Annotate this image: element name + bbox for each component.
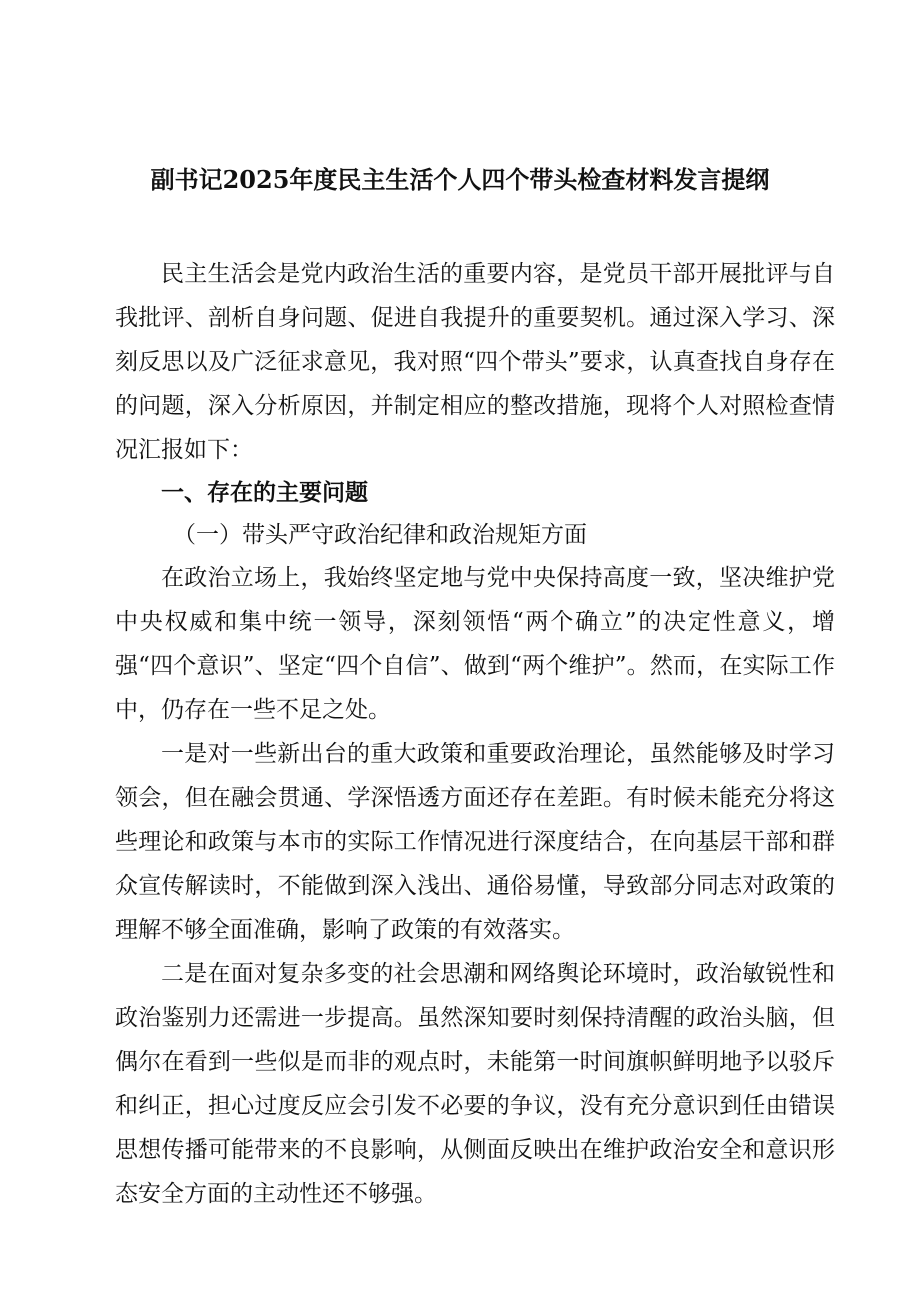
section-heading-main-problems: 一、存在的主要问题 (161, 479, 368, 506)
paragraph-political-stance: 在政治立场上，我始终坚定地与党中央保持高度一致，坚决维护党中央权威和集中统一领导，深刻领悟“两个确立”的决定性意义，增强“四个意识”、坚定“四个自信”、做到“两个维护”。然而，在实际工作中，仍存在一些不足之处。 (115, 565, 835, 723)
document-body (115, 252, 835, 1216)
document-title: 副书记2025年度民主生活个人四个带头检查材料发言提纲 (150, 165, 770, 194)
paragraph-point-one: 一是对一些新出台的重大政策和重要政治理论，虽然能够及时学习领会，但在融会贯通、学深悟透方面还存在差距。有时候未能充分将这些理论和政策与本市的实际工作情况进行深度结合，在向基层干部和群众宣传解读时，不能做到深入浅出、通俗易懂，导致部分同志对政策的理解不够全面准确，影响了政策的有效落实。 (115, 741, 835, 943)
subsection-heading-political-discipline: （一）带头严守政治纪律和政治规矩方面 (173, 522, 587, 548)
intro-paragraph: 民主生活会是党内政治生活的重要内容，是党员干部开展批评与自我批评、剖析自身问题、促进自我提升的重要契机。通过深入学习、深刻反思以及广泛征求意见，我对照“四个带头”要求，认真查找自身存在的问题，深入分析原因，并制定相应的整改措施，现将个人对照检查情况汇报如下： (115, 261, 835, 463)
paragraph-point-two: 二是在面对复杂多变的社会思潮和网络舆论环境时，政治敏锐性和政治鉴别力还需进一步提高。虽然深知要时刻保持清醒的政治头脑，但偶尔在看到一些似是而非的观点时，未能第一时间旗帜鲜明地予以驳斥和纠正，担心过度反应会引发不必要的争议，没有充分意识到任由错误思想传播可能带来的不良影响，从侧面反映出在维护政治安全和意识形态安全方面的主动性还不够强。 (115, 961, 835, 1207)
